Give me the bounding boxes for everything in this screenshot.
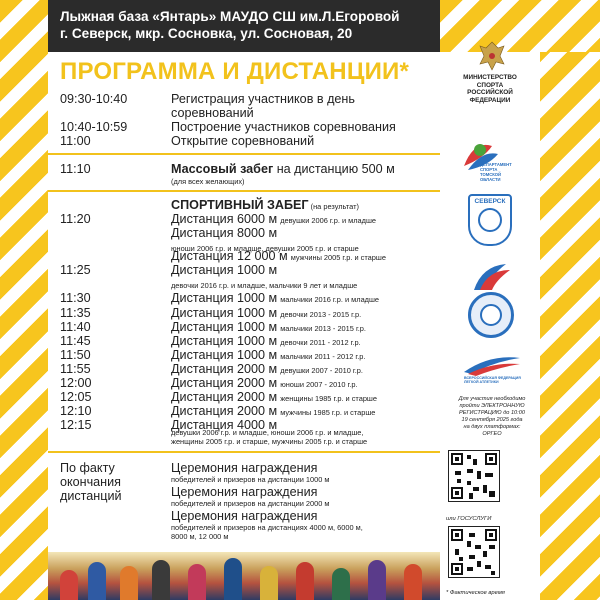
sport-race-entry bbox=[171, 212, 441, 226]
ceremony-time-line: дистанций bbox=[60, 489, 122, 503]
sport-race-entry bbox=[171, 376, 441, 390]
eagle-emblem-icon bbox=[478, 40, 506, 72]
dept-line: СПОРТА bbox=[480, 167, 498, 172]
runner-figure bbox=[60, 570, 78, 600]
qr-pattern-icon bbox=[449, 527, 499, 577]
sport-race-entry bbox=[171, 390, 441, 404]
category-label: девочки 2011 - 2012 г.р. bbox=[280, 338, 361, 347]
right-stripes bbox=[540, 0, 600, 600]
sport-race-time: 11:50 bbox=[60, 348, 91, 362]
sport-race-time: 11:40 bbox=[60, 320, 91, 334]
opening-time: 09:30-10:40 bbox=[60, 92, 128, 106]
federation-line: ВСЕРОССИЙСКАЯ ФЕДЕРАЦИЯ bbox=[464, 376, 521, 380]
mass-race-note: (для всех желающих) bbox=[171, 177, 245, 186]
ministry-text bbox=[440, 74, 540, 104]
category-label: мужчины 2005 г.р. и старше bbox=[290, 253, 386, 262]
ceremony-note: 8000 м, 12 000 м bbox=[171, 532, 229, 541]
federation-line: ЛЕГКОЙ АТЛЕТИКИ bbox=[464, 380, 499, 385]
last-distance-note-1: девушки 2006 г.р. и младше, юноши 2006 г.р. и младше, bbox=[171, 428, 364, 437]
header-line-1: Лыжная база «Янтарь» МАУДО СШ им.Л.Егоровой bbox=[60, 9, 400, 24]
sport-race-title-note: (на результат) bbox=[308, 202, 359, 211]
federation-seal-icon bbox=[468, 292, 514, 338]
sport-race-time: 11:45 bbox=[60, 334, 91, 348]
last-distance-note-2: женщины 2005 г.р. и старше, мужчины 2005 г.р. и старше bbox=[171, 437, 368, 446]
runners-photo bbox=[48, 552, 440, 600]
runner-figure bbox=[188, 564, 206, 600]
distance-label: Дистанция 2000 м bbox=[171, 362, 278, 376]
sport-race-time: 12:15 bbox=[60, 418, 92, 432]
gosuslugi-qr-code[interactable] bbox=[448, 526, 500, 578]
category-label: девушки 2006 г.р. и младше bbox=[280, 216, 377, 225]
category-label: мужчины 1985 г.р. и старше bbox=[280, 408, 376, 417]
seversk-label: СЕВЕРСК bbox=[474, 198, 506, 205]
sport-race-entry bbox=[171, 404, 441, 418]
top-right-stripes bbox=[440, 0, 600, 52]
qr-pattern-icon bbox=[449, 451, 499, 501]
distance-label: Дистанция 1000 м bbox=[171, 306, 278, 320]
dept-line: ОБЛАСТИ bbox=[480, 177, 501, 182]
mass-race-time: 11:10 bbox=[60, 162, 91, 176]
sport-race-entry bbox=[171, 226, 441, 240]
opening-text: Построение участников соревнования bbox=[171, 120, 396, 134]
sport-race-time: 11:35 bbox=[60, 306, 91, 320]
sport-race-time: 11:55 bbox=[60, 362, 91, 376]
section-divider bbox=[48, 451, 440, 453]
distance-label: Дистанция 2000 м bbox=[171, 376, 278, 390]
distance-label: Дистанция 6000 м bbox=[171, 212, 278, 226]
ceremony-title: Церемония награждения bbox=[171, 461, 318, 475]
registration-line: пройти ЭЛЕКТРОННУЮ bbox=[459, 403, 525, 409]
sport-race-entry bbox=[171, 320, 441, 334]
section-divider bbox=[48, 153, 440, 155]
runner-figure bbox=[88, 562, 106, 600]
distance-label: Дистанция 8000 м bbox=[171, 226, 278, 240]
distance-label: Дистанция 1000 м bbox=[171, 348, 278, 362]
ceremony-time-line: окончания bbox=[60, 475, 121, 489]
distance-label: Дистанция 1000 м bbox=[171, 263, 278, 277]
runner-figure bbox=[332, 568, 350, 600]
mass-race-title-bold: Массовый забег bbox=[171, 162, 274, 176]
ministry-line: МИНИСТЕРСТВО bbox=[463, 74, 517, 81]
category-label: женщины 1985 г.р. и старше bbox=[280, 394, 377, 403]
header-bar bbox=[48, 0, 440, 52]
sport-race-title bbox=[171, 198, 441, 212]
category-label: мальчики 2011 - 2012 г.р. bbox=[280, 352, 366, 361]
runner-figure bbox=[120, 566, 138, 600]
footnote: * Фактическое время bbox=[446, 590, 505, 596]
ceremony-note: победителей и призеров на дистанции 1000 м bbox=[171, 475, 330, 484]
mass-race-title bbox=[171, 162, 441, 176]
registration-line: ОРГЕО bbox=[482, 431, 502, 437]
ministry-line: СПОРТА bbox=[476, 81, 504, 89]
runner-figure bbox=[404, 564, 422, 600]
sport-race-entry bbox=[171, 249, 441, 263]
ceremony-note: победителей и призеров на дистанции 2000 м bbox=[171, 499, 330, 508]
category-label: девочки 2013 - 2015 г.р. bbox=[280, 310, 362, 319]
or-gosuslugi-text: или ГОСУСЛУГИ bbox=[446, 516, 492, 522]
opening-text: Регистрация участников в день соревнований bbox=[171, 92, 355, 120]
opening-text: Открытие соревнований bbox=[171, 134, 315, 148]
runner-figure bbox=[296, 562, 314, 600]
sport-race-time: 11:25 bbox=[60, 263, 91, 277]
atom-icon bbox=[480, 304, 502, 326]
header-line-2: г. Северск, мкр. Сосновка, ул. Сосновая, 20 bbox=[60, 26, 353, 41]
sport-race-time: 12:05 bbox=[60, 390, 92, 404]
category-label: девушки 2007 - 2010 г.р. bbox=[280, 366, 363, 375]
opening-time: 10:40-10:59 bbox=[60, 120, 128, 134]
sport-race-entry bbox=[171, 348, 441, 362]
flag-ribbon-icon bbox=[470, 262, 512, 294]
distance-label: Дистанция 1000 м bbox=[171, 291, 278, 305]
runner-figure bbox=[224, 558, 242, 600]
registration-line: 19 сентября 2025 года bbox=[461, 417, 523, 423]
sport-race-entry bbox=[171, 418, 441, 432]
orgeo-qr-code[interactable] bbox=[448, 450, 500, 502]
category-label: юноши 2007 - 2010 г.р. bbox=[280, 380, 358, 389]
runner-figure bbox=[260, 566, 278, 600]
ceremony-title: Церемония награждения bbox=[171, 509, 318, 523]
ministry-line: РОССИЙСКОЙ bbox=[467, 89, 513, 96]
sport-race-entry bbox=[171, 277, 441, 291]
distance-label: Дистанция 2000 м bbox=[171, 404, 278, 418]
dept-line: ТОМСКОЙ bbox=[480, 172, 502, 177]
distance-label: Дистанция 1000 м bbox=[171, 334, 278, 348]
sport-race-entry bbox=[171, 362, 441, 376]
dept-text bbox=[480, 162, 512, 182]
runner-figure bbox=[152, 560, 170, 600]
mass-race-title-rest: на дистанцию 500 м bbox=[273, 162, 395, 176]
category-label: юноши 2006 г.р. и младше, девушки 2005 г.р. и старше bbox=[171, 244, 359, 253]
seversk-shield-icon bbox=[468, 194, 512, 246]
left-stripes bbox=[0, 0, 48, 600]
sport-race-time: 11:30 bbox=[60, 291, 91, 305]
ceremony-note: победителей и призеров на дистанциях 4000 м, 6000 м, bbox=[171, 523, 363, 532]
sport-race-time: 11:20 bbox=[60, 212, 91, 226]
dept-line: ДЕПАРТАМЕНТ bbox=[480, 162, 512, 167]
distance-label: Дистанция 12 000 м bbox=[171, 249, 288, 263]
distance-label: Дистанция 4000 м bbox=[171, 418, 278, 432]
category-label: мальчики 2013 - 2015 г.р. bbox=[280, 324, 366, 333]
category-label: девочки 2016 г.р. и младше, мальчики 9 лет и младше bbox=[171, 281, 358, 290]
sponsor-sidebar bbox=[440, 52, 540, 600]
sport-race-entry bbox=[171, 263, 441, 277]
registration-info bbox=[446, 396, 538, 438]
sport-race-time: 12:00 bbox=[60, 376, 92, 390]
federation-text bbox=[464, 376, 521, 385]
sport-race-entry bbox=[171, 334, 441, 348]
registration-line: РЕГИСТРАЦИЮ до 10:00 bbox=[459, 410, 525, 416]
ministry-line: ФЕДЕРАЦИИ bbox=[469, 96, 511, 104]
program-panel bbox=[48, 52, 440, 552]
registration-line: на двух платформах: bbox=[463, 424, 521, 430]
opening-time: 11:00 bbox=[60, 134, 91, 148]
ceremony-time bbox=[60, 461, 168, 503]
category-label: мальчики 2016 г.р. и младше bbox=[280, 295, 380, 304]
sport-race-time: 12:10 bbox=[60, 404, 92, 418]
sport-race-title-bold: СПОРТИВНЫЙ ЗАБЕГ bbox=[171, 198, 309, 212]
page-title: ПРОГРАММА И ДИСТАНЦИИ* bbox=[60, 58, 410, 85]
distance-label: Дистанция 2000 м bbox=[171, 390, 278, 404]
athletics-swoosh-icon bbox=[462, 352, 522, 376]
distance-label: Дистанция 1000 м bbox=[171, 320, 278, 334]
sport-race-entry bbox=[171, 306, 441, 320]
registration-line: Для участия необходимо bbox=[458, 396, 526, 402]
section-divider bbox=[48, 190, 440, 192]
runner-figure bbox=[368, 560, 386, 600]
ceremony-time-line: По факту bbox=[60, 461, 115, 475]
sport-race-entry bbox=[171, 291, 441, 305]
atom-icon bbox=[478, 208, 502, 232]
ceremony-title: Церемония награждения bbox=[171, 485, 318, 499]
